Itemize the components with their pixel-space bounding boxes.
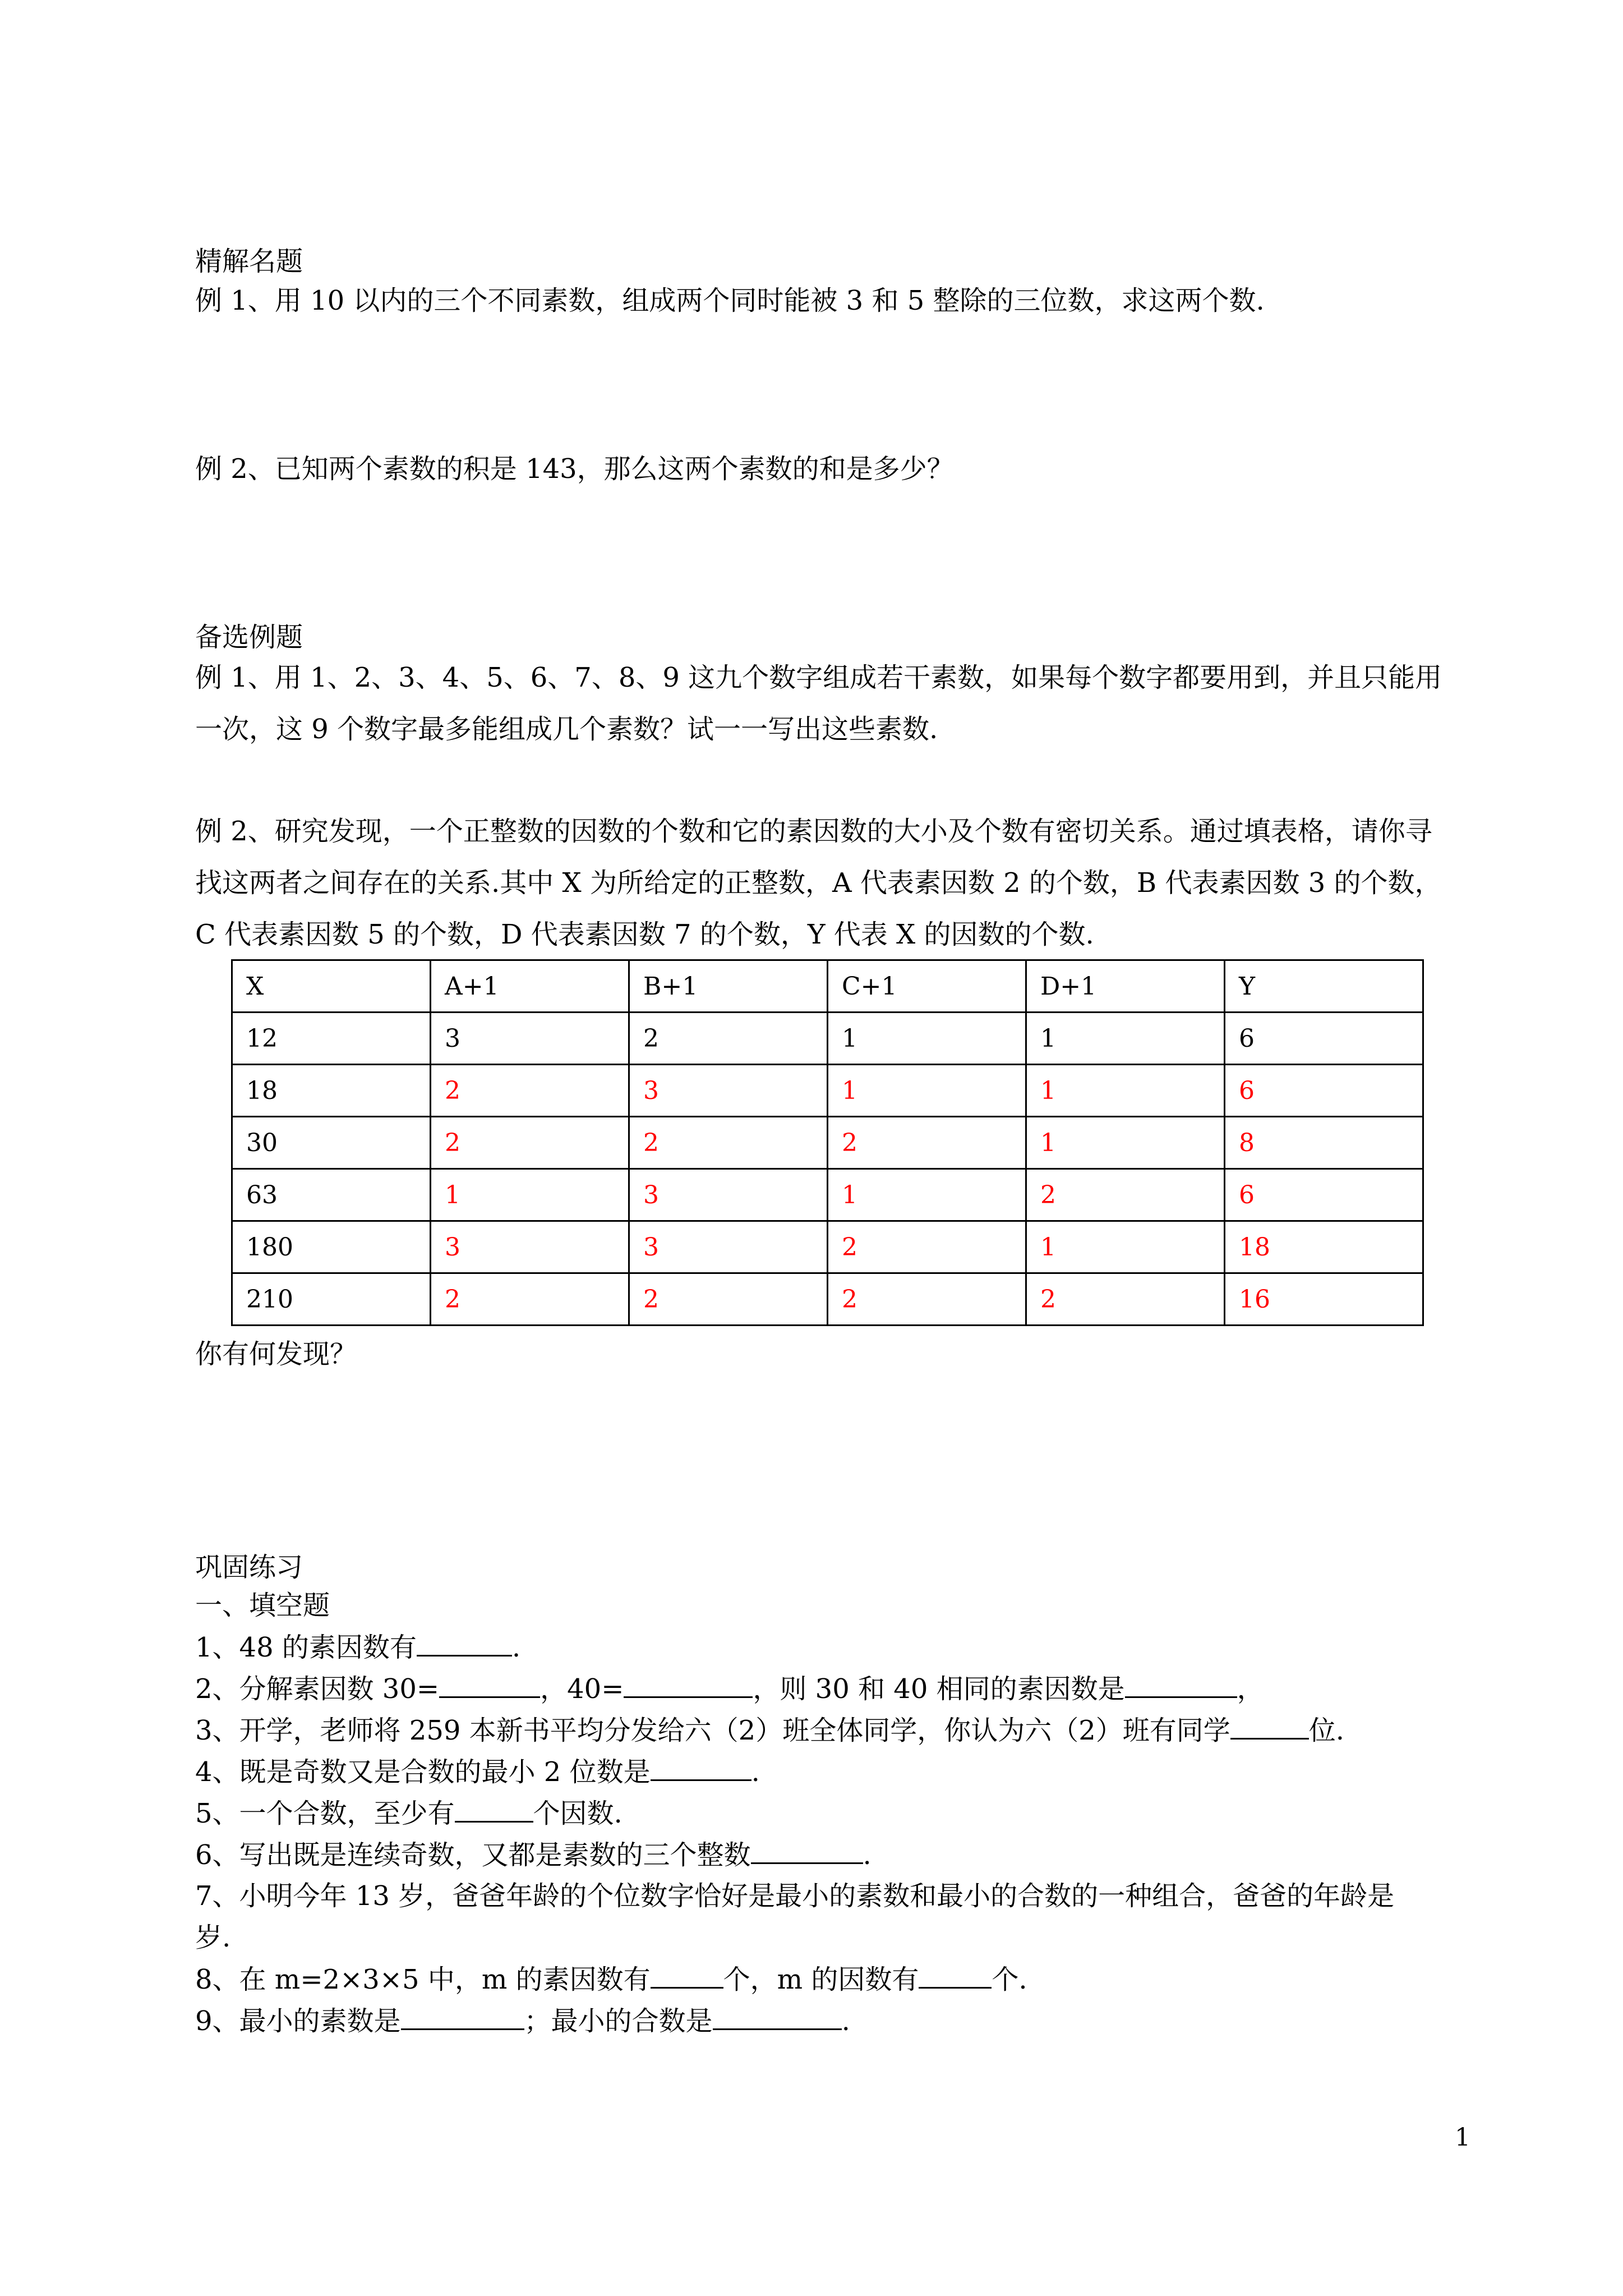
question-text: 2、分解素因数 30= bbox=[195, 1673, 440, 1705]
table-header-cell: B+1 bbox=[629, 960, 828, 1013]
section-title-optional: 备选例题 bbox=[195, 622, 303, 653]
question-text: . bbox=[841, 2005, 850, 2037]
answer-blank bbox=[455, 1796, 533, 1823]
question-text: ，40= bbox=[540, 1673, 624, 1705]
answer-cell: 2 bbox=[828, 1273, 1026, 1326]
answer-cell: 2 bbox=[629, 1273, 828, 1326]
question-text: 个. bbox=[992, 1964, 1027, 1995]
table-header-cell: C+1 bbox=[828, 960, 1026, 1013]
answer-cell: 2 bbox=[629, 1117, 828, 1169]
question-6 bbox=[195, 1838, 1455, 1872]
question-text: 1、48 的素因数有 bbox=[195, 1632, 417, 1663]
answer-cell: 1 bbox=[828, 1065, 1026, 1117]
question-text: 8、在 m=2×3×5 中，m 的素因数有 bbox=[195, 1964, 651, 1995]
factor-table bbox=[231, 959, 1424, 1326]
table-cell: 3 bbox=[431, 1013, 629, 1065]
answer-cell: 3 bbox=[431, 1221, 629, 1273]
answer-cell: 2 bbox=[1026, 1169, 1225, 1221]
question-5 bbox=[195, 1796, 1455, 1830]
table-cell: 180 bbox=[232, 1221, 431, 1273]
question-9 bbox=[195, 2004, 1455, 2038]
table-row bbox=[232, 1273, 1423, 1326]
featured-example-1: 例 1、用 10 以内的三个不同素数，组成两个同时能被 3 和 5 整除的三位数，求这两个数. bbox=[195, 285, 1265, 316]
answer-blank bbox=[651, 1755, 751, 1781]
question-text: ；最小的合数是 bbox=[524, 2005, 713, 2037]
practice-subtitle: 一、填空题 bbox=[195, 1590, 330, 1621]
question-7: 7、小明今年 13 岁，爸爸年龄的个位数字恰好是最小的素数和最小的合数的一种组合，爸爸的年龄是 bbox=[195, 1880, 1395, 1912]
table-row bbox=[232, 1065, 1423, 1117]
table-cell: 12 bbox=[232, 1013, 431, 1065]
question-text: . bbox=[751, 1756, 760, 1788]
answer-cell: 1 bbox=[1026, 1065, 1225, 1117]
answer-cell: 2 bbox=[828, 1117, 1026, 1169]
question-text: 个，m 的因数有 bbox=[723, 1964, 919, 1995]
answer-cell: 3 bbox=[629, 1065, 828, 1117]
table-cell: 210 bbox=[232, 1273, 431, 1326]
answer-cell: 6 bbox=[1225, 1169, 1423, 1221]
answer-cell: 18 bbox=[1225, 1221, 1423, 1273]
question-text: ，则 30 和 40 相同的素因数是 bbox=[753, 1673, 1125, 1705]
table-row bbox=[232, 1117, 1423, 1169]
question-7-continued: 岁. bbox=[195, 1922, 231, 1953]
table-cell: 63 bbox=[232, 1169, 431, 1221]
answer-cell: 3 bbox=[629, 1169, 828, 1221]
question-3 bbox=[195, 1713, 1455, 1747]
table-header-cell: A+1 bbox=[431, 960, 629, 1013]
answer-cell: 2 bbox=[828, 1221, 1026, 1273]
answer-blank bbox=[624, 1672, 753, 1698]
answer-cell: 2 bbox=[1026, 1273, 1225, 1326]
page-number: 1 bbox=[1455, 2123, 1470, 2152]
answer-cell: 8 bbox=[1225, 1117, 1423, 1169]
answer-cell: 2 bbox=[431, 1273, 629, 1326]
table-row bbox=[232, 1013, 1423, 1065]
question-text: . bbox=[863, 1839, 872, 1871]
answer-blank bbox=[751, 1838, 863, 1864]
question-text: 3、开学，老师将 259 本新书平均分发给六（2）班全体同学，你认为六（2）班有同学 bbox=[195, 1715, 1230, 1746]
question-text: 位. bbox=[1308, 1715, 1345, 1746]
question-text: 5、一个合数，至少有 bbox=[195, 1798, 455, 1829]
answer-cell: 1 bbox=[431, 1169, 629, 1221]
question-text: 6、写出既是连续奇数，又都是素数的三个整数 bbox=[195, 1839, 751, 1871]
answer-cell: 16 bbox=[1225, 1273, 1423, 1326]
table-header-cell: X bbox=[232, 960, 431, 1013]
featured-example-2: 例 2、已知两个素数的积是 143，那么这两个素数的和是多少？ bbox=[195, 453, 954, 485]
question-text: ， bbox=[1237, 1673, 1264, 1705]
optional-example-2: 例 2、研究发现，一个正整数的因数的个数和它的素因数的大小及个数有密切关系。通过填表格，请你寻找这两者之间存在的关系.其中 X 为所给定的正整数，A 代表素因数 2 的个数，B 代表素因数 3 的个数，C 代表素因数 5 的个数，D 代表素因数 7 的个数，Y 代表 X 的因数的个数. bbox=[195, 816, 1442, 950]
answer-blank bbox=[713, 2004, 842, 2030]
answer-blank bbox=[1230, 1713, 1309, 1740]
answer-cell: 1 bbox=[1026, 1117, 1225, 1169]
question-text: . bbox=[511, 1632, 521, 1663]
table-header-cell: D+1 bbox=[1026, 960, 1225, 1013]
answer-blank bbox=[417, 1630, 512, 1657]
table-cell: 6 bbox=[1225, 1013, 1423, 1065]
answer-blank bbox=[919, 1962, 992, 1989]
table-header-cell: Y bbox=[1225, 960, 1423, 1013]
section-title-practice: 巩固练习 bbox=[195, 1552, 303, 1583]
question-1 bbox=[195, 1630, 1455, 1664]
table-header-row bbox=[232, 960, 1423, 1013]
table-cell: 30 bbox=[232, 1117, 431, 1169]
question-2 bbox=[195, 1672, 1455, 1706]
answer-blank bbox=[651, 1962, 723, 1989]
table-cell: 1 bbox=[1026, 1013, 1225, 1065]
question-4 bbox=[195, 1755, 1455, 1789]
answer-cell: 2 bbox=[431, 1065, 629, 1117]
answer-cell: 1 bbox=[828, 1169, 1026, 1221]
answer-cell: 1 bbox=[1026, 1221, 1225, 1273]
table-cell: 1 bbox=[828, 1013, 1026, 1065]
question-8 bbox=[195, 1962, 1455, 1996]
answer-cell: 6 bbox=[1225, 1065, 1423, 1117]
section-title-featured: 精解名题 bbox=[195, 246, 303, 277]
answer-cell: 2 bbox=[431, 1117, 629, 1169]
discovery-question: 你有何发现？ bbox=[195, 1338, 357, 1370]
question-text: 个因数. bbox=[533, 1798, 623, 1829]
question-text: 4、既是奇数又是合数的最小 2 位数是 bbox=[195, 1756, 651, 1788]
answer-cell: 3 bbox=[629, 1221, 828, 1273]
table-cell: 18 bbox=[232, 1065, 431, 1117]
answer-blank bbox=[439, 1672, 540, 1698]
answer-blank bbox=[1125, 1672, 1237, 1698]
table-cell: 2 bbox=[629, 1013, 828, 1065]
question-text: 9、最小的素数是 bbox=[195, 2005, 401, 2037]
answer-blank bbox=[401, 2004, 524, 2030]
table-row bbox=[232, 1221, 1423, 1273]
table-row bbox=[232, 1169, 1423, 1221]
optional-example-1: 例 1、用 1、2、3、4、5、6、7、8、9 这九个数字组成若干素数，如果每个数字都要用到，并且只能用一次，这 9 个数字最多能组成几个素数？试一一写出这些素数. bbox=[195, 662, 1442, 745]
